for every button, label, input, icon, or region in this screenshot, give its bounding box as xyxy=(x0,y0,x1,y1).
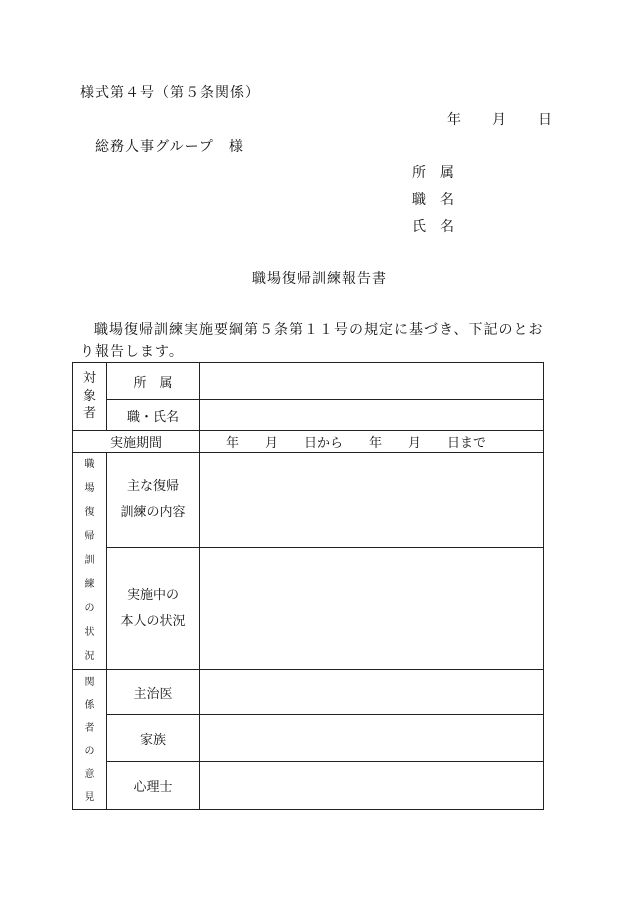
affiliation-label-cell: 所 属 xyxy=(107,363,200,400)
training-status-section-header: 職 場 復 帰 訓 練 の 状 況 xyxy=(73,453,107,670)
doctor-opinion-input-cell[interactable] xyxy=(200,670,544,715)
family-opinion-input-cell[interactable] xyxy=(200,715,544,762)
psychologist-label-cell: 心理士 xyxy=(107,762,200,810)
affiliation-input-cell[interactable] xyxy=(200,363,544,400)
person-situation-input-cell[interactable] xyxy=(200,548,544,670)
period-label-cell: 実施期間 xyxy=(73,431,200,453)
date-month-label: 月 xyxy=(492,112,506,128)
sender-affiliation-label: 所 属 xyxy=(412,165,454,181)
training-content-input-cell[interactable] xyxy=(200,453,544,548)
recipient: 総務人事グループ 様 xyxy=(95,139,244,155)
person-situation-label-cell: 実施中の 本人の状況 xyxy=(107,548,200,670)
position-name-label-cell: 職・氏名 xyxy=(107,400,200,431)
sender-name-label: 氏 名 xyxy=(412,219,454,235)
opinions-section-header: 関 係 者 の 意 見 xyxy=(73,670,107,810)
period-value-cell[interactable]: 年 月 日から 年 月 日まで xyxy=(200,431,544,453)
sender-position-label: 職 名 xyxy=(412,192,454,208)
psychologist-opinion-input-cell[interactable] xyxy=(200,762,544,810)
doctor-label-cell: 主治医 xyxy=(107,670,200,715)
position-name-input-cell[interactable] xyxy=(200,400,544,431)
body-text-line2: り報告します。 xyxy=(80,344,184,360)
date-day-label: 日 xyxy=(538,112,552,128)
subject-section-header: 対 象 者 xyxy=(73,363,107,431)
form-number: 様式第４号（第５条関係） xyxy=(80,85,260,101)
training-content-label-cell: 主な復帰 訓練の内容 xyxy=(107,453,200,548)
report-form-table xyxy=(72,362,544,810)
date-year-label: 年 xyxy=(447,112,461,128)
document-title: 職場復帰訓練報告書 xyxy=(252,271,387,287)
family-label-cell: 家族 xyxy=(107,715,200,762)
body-text-line1: 職場復帰訓練実施要綱第５条第１１号の規定に基づき、下記のとお xyxy=(94,322,544,338)
